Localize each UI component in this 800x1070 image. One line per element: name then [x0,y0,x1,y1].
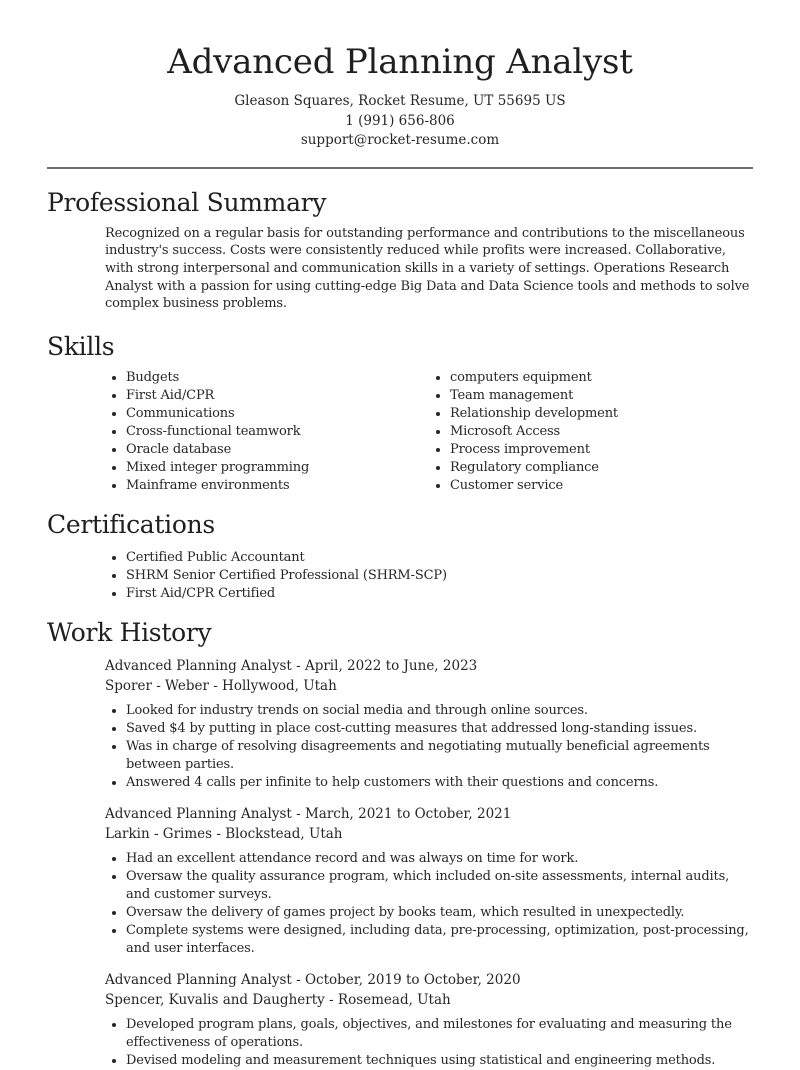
job-bullet: • Oversaw the delivery of games project by books team, which resulted in unexpectedly. [126,904,753,922]
job-company-location: Larkin - Grimes - Blockstead, Utah [105,826,343,843]
job-bullet: • Answered 4 calls per infinite to help customers with their questions and concerns. [126,774,753,792]
job-company-location: Spencer, Kuvalis and Daugherty - Rosemead, Utah [105,992,451,1009]
job-bullets [105,1016,753,1070]
job-entry [105,656,753,792]
skill-item: • Microsoft Access [450,423,753,441]
skill-item: • Team management [450,387,753,405]
job-bullet: • Devised modeling and measurement techniques using statistical and engineering methods. [126,1052,753,1070]
job-bullet: • Looked for industry trends on social media and through online sources. [126,702,753,720]
certification-item: • Certified Public Accountant [126,549,753,567]
resume-header [47,0,753,169]
skill-item: • Communications [126,405,429,423]
skill-item: • computers equipment [450,369,753,387]
job-bullets [105,850,753,958]
skill-item: • Mainframe environments [126,477,429,495]
skill-item: • Budgets [126,369,429,387]
skill-item: • Process improvement [450,441,753,459]
skill-item: • Mixed integer programming [126,459,429,477]
skills-columns [105,369,753,495]
section-title: Skills [47,332,115,362]
phone: 1 (991) 656-806 [345,112,455,129]
job-bullet: • Had an excellent attendance record and was always on time for work. [126,850,753,868]
skills-left-column [105,369,429,495]
certification-item: • First Aid/CPR Certified [126,585,753,603]
section-title: Certifications [47,510,215,540]
skill-item: • Relationship development [450,405,753,423]
skill-item: • First Aid/CPR [126,387,429,405]
section-professional-summary [47,169,753,314]
job-bullet: • Oversaw the quality assurance program, which included on-site assessments, internal audits, and customer surveys. [126,868,753,904]
skill-item: • Cross-functional teamwork [126,423,429,441]
certification-item: • SHRM Senior Certified Professional (SHRM-SCP) [126,567,753,585]
section-title: Professional Summary [47,187,327,217]
job-bullet: • Was in charge of resolving disagreements and negotiating mutually beneficial agreements between parties. [126,738,753,774]
email: support@rocket-resume.com [300,132,500,148]
job-entry [105,970,753,1070]
skill-item: • Regulatory compliance [450,459,753,477]
candidate-name: Advanced Planning Analyst [167,42,633,82]
section-certifications [47,495,753,603]
job-title-dates: Advanced Planning Analyst - March, 2021 to October, 2021 [105,806,512,823]
summary-text: Recognized on a regular basis for outstanding performance and contributions to the miscellaneous industry's success. Costs were consistently reduced while profits were increased. Collaborative, with strong interpersonal and communication skills in a variety of settings. Operations Research Analyst with a passion for using cutting-edge Big Data and Data Science tools and methods to solve complex business problems. [105,225,750,312]
certification-list [105,549,753,603]
job-bullet: • Developed program plans, goals, objectives, and milestones for evaluating and measuring the effectiveness of operations. [126,1016,753,1052]
section-skills [47,313,753,495]
address: Gleason Squares, Rocket Resume, UT 55695 US [234,93,566,109]
contact-info [47,92,753,151]
job-bullet: • Saved $4 by putting in place cost-cutting measures that addressed long-standing issues. [126,720,753,738]
job-company-location: Sporer - Weber - Hollywood, Utah [105,678,337,695]
job-bullet: • Complete systems were designed, including data, pre-processing, optimization, post-processing, and user interfaces. [126,922,753,958]
skill-item: • Customer service [450,477,753,495]
section-title: Work History [47,618,212,648]
job-entry [105,804,753,958]
job-bullets [105,702,753,792]
section-work-history [47,603,753,1070]
skill-item: • Oracle database [126,441,429,459]
job-title-dates: Advanced Planning Analyst - October, 2019 to October, 2020 [105,972,521,989]
skills-right-column [429,369,753,495]
job-title-dates: Advanced Planning Analyst - April, 2022 to June, 2023 [105,658,478,675]
